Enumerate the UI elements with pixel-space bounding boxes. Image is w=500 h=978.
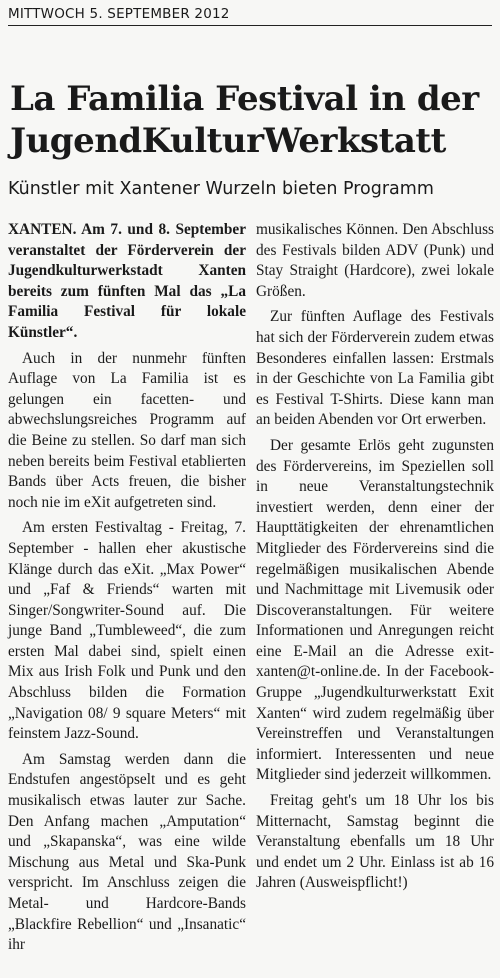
body-paragraph-continued: musikalisches Können. Den Abschluss des Festivals bilden ADV (Punk) und Stay Straight (Hardcore), zwei lokale Größen. xyxy=(256,221,494,300)
body-paragraph: Zur fünften Auflage des Festivals hat sich der Förderverein zudem etwas Besonderes einfallen lassen: Erstmals in der Geschichte von La Familia gibt es Festival T-Shirts. Diese kann man an beiden Abenden vor Ort erwerben. xyxy=(256,308,494,429)
headline: La Familia Festival in der JugendKulturWerkstatt xyxy=(10,79,479,161)
dateline: MITTWOCH 5. SEPTEMBER 2012 xyxy=(8,6,492,26)
article-column-left xyxy=(8,220,246,961)
body-paragraph: Auch in der nunmehr fünften Auflage von La Familia ist es gelungen ein facetten- und abwechslungsreiches Programm auf die Beine zu stellen. So darf man sich neben bereits beim Festival etablierten Bands über Acts freuen, die bisher noch nie im eXit aufgetreten sind. xyxy=(8,349,246,511)
article-column-right xyxy=(256,220,494,899)
lead-paragraph: XANTEN. Am 7. und 8. September veranstaltet der Förderverein der Jugendkulturwerkstadt Xanten bereits zum fünften Mal das „La Familia Festival für lokale Künstler“. xyxy=(8,221,246,341)
body-paragraph: Freitag geht's um 18 Uhr los bis Mitternacht, Samstag beginnt die Veranstaltung ebenfalls um 18 Uhr und endet um 2 Uhr. Einlass ist ab 16 Jahren (Ausweispflicht!) xyxy=(256,792,494,892)
body-paragraph: Der gesamte Erlös geht zugunsten des Fördervereins, im Speziellen soll in neue Veranstaltungstechnik investiert werden, denn einer der Haupttätigkeiten der ehrenamtlichen Mitglieder des Fördervereins sind die regelmäßigen musikalischen Abende und Nachmittage mit Livemusik oder Discoveranstaltungen. Für weitere Informationen und Anregungen reicht eine E-Mail an die Adresse exit-xanten@t-online.de. In der Facebook-Gruppe „Jugendkulturwerkstatt Exit Xanten“ wird zudem regelmäßig über Vereinstreffen und Veranstaltungen informiert. Interessenten und neue Mitglieder sind jederzeit willkommen. xyxy=(256,436,494,784)
body-paragraph: Am Samstag werden dann die Endstufen angestöpselt und es geht musikalisch etwas lauter zur Sache. Den Anfang machen „Amputation“ und „Skapanska“, was eine wilde Mischung aus Metal und Ska-Punk verspricht. Im Anschluss zeigen die Metal- und Hardcore-Bands „Blackfire Rebellion“ und „Insanatic“ ihr xyxy=(8,750,246,954)
subheadline: Künstler mit Xantener Wurzeln bieten Programm xyxy=(8,179,434,199)
body-paragraph: Am ersten Festivaltag - Freitag, 7. September - hallen eher akustische Klänge durch das eXit. „Max Power“ und „Faf & Friends“ warten mit Singer/Songwriter-Sound auf. Die junge Band „Tumbleweed“, die zum ersten Mal dabei sind, spielt einen Mix aus Irish Folk und Punk und den Abschluss bilden die Formation „Navigation 08/ 9 square Meters“ mit feinstem Jazz-Sound. xyxy=(8,519,246,743)
